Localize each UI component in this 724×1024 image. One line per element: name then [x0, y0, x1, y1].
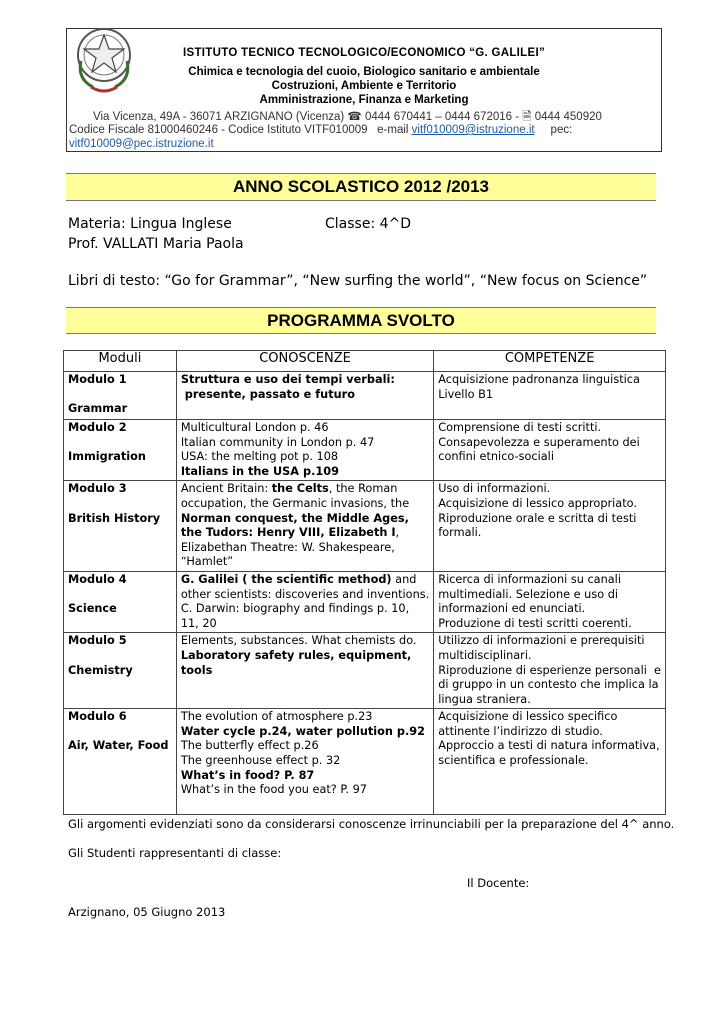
skills-line: Ricerca di informazioni su canali — [438, 572, 621, 586]
module-name: Grammar — [68, 402, 128, 416]
phone-icon: ☎ — [347, 111, 362, 123]
knowledge-line: Elements, substances. What chemists do. — [180, 634, 417, 648]
school-header — [66, 28, 662, 152]
knowledge-fragment: , the Roman — [328, 482, 398, 496]
knowledge-line: Water cycle p.24, water pollution p.92 — [180, 724, 425, 738]
skills-line: Approccio a testi di natura informativa, — [438, 739, 660, 753]
knowledge-line — [181, 573, 429, 588]
knowledge-cell — [176, 633, 433, 709]
skills-line: Livello B1 — [438, 387, 494, 401]
skills-line: lingua straniera. — [438, 692, 531, 706]
module-name: British History — [68, 511, 161, 525]
skills-line: Riproduzione orale e scritta di testi — [438, 511, 637, 525]
pec-label: pec: — [550, 124, 573, 136]
skills-line: Comprensione di testi scritti. — [438, 421, 602, 434]
address: Via Vicenza, 49A - 36071 ARZIGNANO (Vicenza) — [93, 111, 345, 123]
knowledge-line: Struttura e uso dei tempi verbali: — [180, 373, 395, 386]
email-link[interactable]: vitf010009@istruzione.it — [411, 124, 535, 136]
knowledge-line — [181, 526, 429, 541]
fax-icon: 🗎 — [522, 111, 532, 123]
skills-line: multidisciplinari. — [438, 648, 532, 662]
skills-line: Uso di informazioni. — [438, 482, 551, 496]
skills-cell — [434, 372, 666, 420]
module-number: Modulo 5 — [68, 634, 127, 648]
skills-cell — [434, 633, 666, 709]
knowledge-line: What’s in food? P. 87 — [180, 768, 315, 782]
module-cell — [64, 481, 177, 572]
table-row — [64, 372, 666, 420]
knowledge-line — [181, 497, 429, 512]
course-line-2: Costruzioni, Ambiente e Territorio — [271, 80, 457, 92]
pec-address[interactable]: vitf010009@pec.istruzione.it — [69, 138, 214, 150]
knowledge-line: The butterfly effect p.26 — [180, 739, 319, 753]
table-row — [64, 420, 666, 481]
subject: Materia: Lingua Inglese — [68, 216, 232, 232]
teacher-signature-label: Il Docente: — [467, 876, 530, 890]
skills-line: Acquisizione di lessico specifico — [438, 710, 618, 724]
skills-line: Acquisizione di lessico appropriato. — [438, 496, 637, 510]
skills-line: attinente l’indirizzo di studio. — [438, 724, 603, 738]
knowledge-line: tools — [180, 663, 213, 677]
fiscal-line — [69, 124, 572, 136]
skills-line: confini etnico-sociali — [438, 450, 554, 464]
skills-cell — [434, 481, 666, 572]
knowledge-cell — [176, 372, 433, 420]
course-line-1: Chimica e tecnologia del cuoio, Biologico sanitario e ambientale — [188, 66, 540, 78]
skills-line: di gruppo in un contesto che implica la — [438, 678, 659, 692]
module-number: Modulo 4 — [68, 572, 127, 586]
skills-line: formali. — [438, 526, 482, 540]
knowledge-cell — [176, 571, 433, 632]
textbooks: Libri di testo: “Go for Grammar”, “New surfing the world”, “New focus on Science” — [68, 273, 648, 289]
knowledge-line: Italians in the USA p.109 — [180, 464, 339, 478]
table-row — [64, 571, 666, 632]
module-number: Modulo 3 — [68, 482, 127, 496]
knowledge-line: The evolution of atmosphere p.23 — [180, 710, 373, 724]
student-reps: Gli Studenti rappresentanti di classe: — [68, 846, 282, 860]
table-row — [64, 481, 666, 572]
knowledge-fragment: 11, 20 — [180, 616, 217, 630]
skills-cell — [434, 420, 666, 481]
knowledge-fragment: and — [391, 572, 417, 586]
module-name: Chemistry — [68, 663, 133, 677]
skills-line: Produzione di testi scritti coerenti. — [438, 616, 632, 630]
module-cell — [64, 571, 177, 632]
skills-line: informazioni ed enunciati. — [438, 602, 586, 616]
skills-line: Utilizzo di informazioni e prerequisiti — [438, 634, 645, 648]
knowledge-line: USA: the melting pot p. 108 — [180, 450, 339, 464]
module-cell — [64, 372, 177, 420]
module-cell — [64, 709, 177, 815]
knowledge-cell — [176, 420, 433, 481]
phone-numbers: 0444 670441 – 0444 672016 - — [364, 111, 520, 123]
knowledge-fragment: occupation, the Germanic invasions, the — [180, 496, 410, 510]
knowledge-line: What’s in the food you eat? P. 97 — [180, 783, 367, 797]
program-table — [63, 350, 666, 815]
header-modules: Moduli — [64, 351, 177, 372]
institute-name: ISTITUTO TECNICO TECNOLOGICO/ECONOMICO “G. GALILEI” — [182, 47, 545, 59]
fiscal-code: Codice Fiscale 81000460246 - Codice Istituto VITF010009 — [69, 124, 368, 136]
program-title: PROGRAMMA SVOLTO — [66, 307, 656, 334]
knowledge-line: Laboratory safety rules, equipment, — [180, 648, 412, 662]
table-row — [64, 633, 666, 709]
knowledge-fragment: “Hamlet” — [180, 555, 234, 569]
place-date: Arzignano, 05 Giugno 2013 — [68, 905, 226, 919]
knowledge-fragment: G. Galilei ( the scientific method) — [180, 572, 392, 586]
table-header-row — [64, 351, 666, 372]
knowledge-line: The greenhouse effect p. 32 — [180, 754, 341, 768]
knowledge-line — [181, 512, 429, 527]
module-cell — [64, 633, 177, 709]
header-skills: COMPETENZE — [434, 351, 666, 372]
knowledge-line — [181, 617, 429, 632]
knowledge-line — [181, 555, 429, 570]
table-row — [64, 709, 666, 815]
skills-line: multimediali. Selezione e uso di — [438, 587, 619, 601]
skills-line: scientifica e professionale. — [438, 754, 589, 768]
knowledge-fragment: , — [395, 526, 400, 540]
skills-line: Consapevolezza e superamento dei — [438, 435, 640, 449]
knowledge-fragment: Norman conquest, the Middle Ages, — [180, 511, 409, 525]
module-number: Modulo 6 — [68, 710, 127, 724]
skills-cell — [434, 709, 666, 815]
module-name: Immigration — [68, 450, 146, 464]
knowledge-line — [181, 541, 429, 556]
knowledge-fragment: Ancient Britain: — [180, 482, 272, 496]
module-number: Modulo 2 — [68, 421, 127, 434]
knowledge-line: Multicultural London p. 46 — [180, 421, 329, 434]
knowledge-line: presente, passato e futuro — [180, 387, 355, 401]
skills-cell — [434, 571, 666, 632]
fax-number: 0444 450920 — [534, 111, 602, 123]
module-name: Air, Water, Food — [68, 739, 169, 753]
knowledge-fragment: Elizabethan Theatre: W. Shakespeare, — [180, 540, 395, 554]
course-line-3: Amministrazione, Finanza e Marketing — [259, 94, 469, 106]
knowledge-fragment: the Celts — [271, 482, 329, 496]
header-knowledge: CONOSCENZE — [176, 351, 433, 372]
knowledge-fragment: C. Darwin: biography and findings p. 10, — [180, 602, 410, 616]
class: Classe: 4^D — [325, 216, 412, 232]
school-year-title: ANNO SCOLASTICO 2012 /2013 — [66, 173, 656, 201]
knowledge-line — [181, 588, 429, 603]
knowledge-fragment: the Tudors: Henry VIII, Elizabeth I — [180, 526, 396, 540]
email-label: e-mail — [377, 124, 409, 136]
module-name: Science — [68, 602, 117, 616]
skills-line: Riproduzione di esperienze personali e — [438, 663, 661, 677]
knowledge-line: Italian community in London p. 47 — [180, 435, 375, 449]
skills-line: Acquisizione padronanza linguistica — [438, 373, 640, 386]
knowledge-cell — [176, 481, 433, 572]
knowledge-cell — [176, 709, 433, 815]
module-cell — [64, 420, 177, 481]
knowledge-fragment: other scientists: discoveries and inventions. — [180, 587, 430, 601]
teacher-name: Prof. VALLATI Maria Paola — [68, 236, 244, 252]
module-number: Modulo 1 — [68, 373, 127, 386]
footer-note: Gli argomenti evidenziati sono da considerarsi conoscenze irrinunciabili per la preparazione del 4^ anno. — [68, 817, 675, 831]
knowledge-line — [181, 602, 429, 617]
knowledge-line — [181, 482, 429, 497]
